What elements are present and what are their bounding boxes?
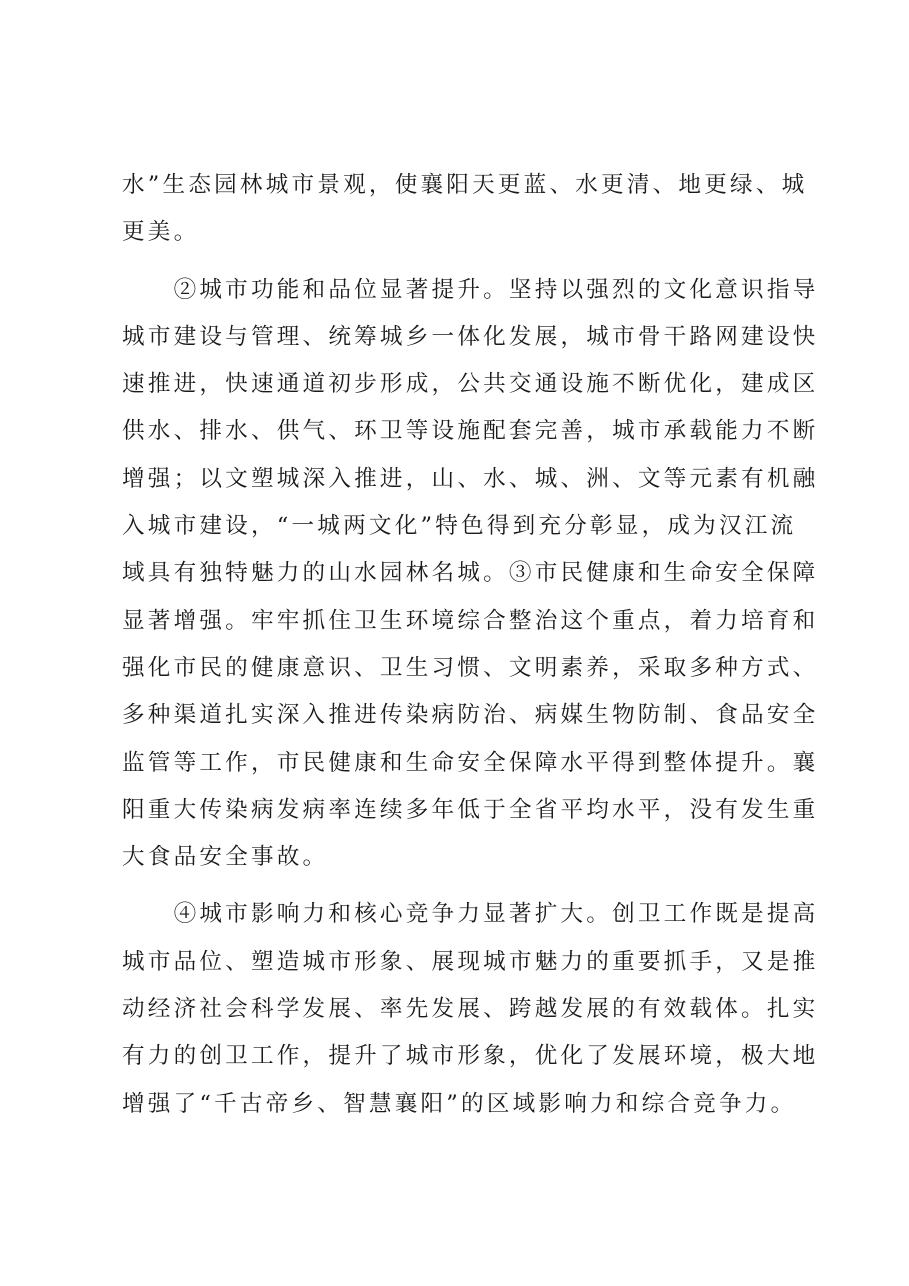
text-line: 大食品安全事故。 [122, 844, 329, 871]
text-line: 城市品位、塑造城市形象、展现城市魅力的重要抓手，又是推 [122, 948, 819, 975]
text-line: 入城市建设，“一城两文化”特色得到充分彰显，成为汉江流 [122, 513, 797, 540]
text-line: 有力的创卫工作，提升了城市形象，优化了发展环境，极大地 [122, 1043, 819, 1070]
text-line: ②城市功能和品位显著提升。坚持以强烈的文化意识指导 [122, 276, 819, 303]
body-text [122, 162, 819, 1128]
paragraph-1 [122, 162, 808, 257]
text-line: 增强；以文塑城深入推进，山、水、城、洲、文等元素有机融 [122, 465, 819, 492]
text-line: 多种渠道扎实深入推进传染病防治、病媒生物防制、食品安全 [122, 702, 819, 729]
text-line: ④城市影响力和核心竞争力显著扩大。创卫工作既是提高 [122, 901, 819, 928]
text-line: 阳重大传染病发病率连续多年低于全省平均水平，没有发生重 [122, 796, 819, 823]
text-line: 强化市民的健康意识、卫生习惯、文明素养，采取多种方式、 [122, 654, 819, 681]
text-line: 更美。 [122, 219, 200, 246]
text-line: 供水、排水、供气、环卫等设施配套完善，城市承载能力不断 [122, 418, 819, 445]
text-line: 速推进，快速通道初步形成，公共交通设施不断优化，建成区 [122, 371, 819, 398]
paragraph-3 [122, 891, 819, 1127]
text-line: 监管等工作，市民健康和生命安全保障水平得到整体提升。襄 [122, 749, 819, 776]
text-line: 城市建设与管理、统筹城乡一体化发展，城市骨干路网建设快 [122, 323, 819, 350]
text-line: 增强了“千古帝乡、智慧襄阳”的区域影响力和综合竞争力。 [122, 1090, 797, 1117]
paragraph-2 [122, 267, 819, 882]
text-line: 显著增强。牢牢抓住卫生环境综合整治这个重点，着力培育和 [122, 607, 819, 634]
text-line: 域具有独特魅力的山水园林名城。③市民健康和生命安全保障 [122, 560, 819, 587]
text-line: 动经济社会科学发展、率先发展、跨越发展的有效载体。扎实 [122, 996, 819, 1023]
text-line: 水”生态园林城市景观，使襄阳天更蓝、水更清、地更绿、城 [122, 172, 808, 198]
